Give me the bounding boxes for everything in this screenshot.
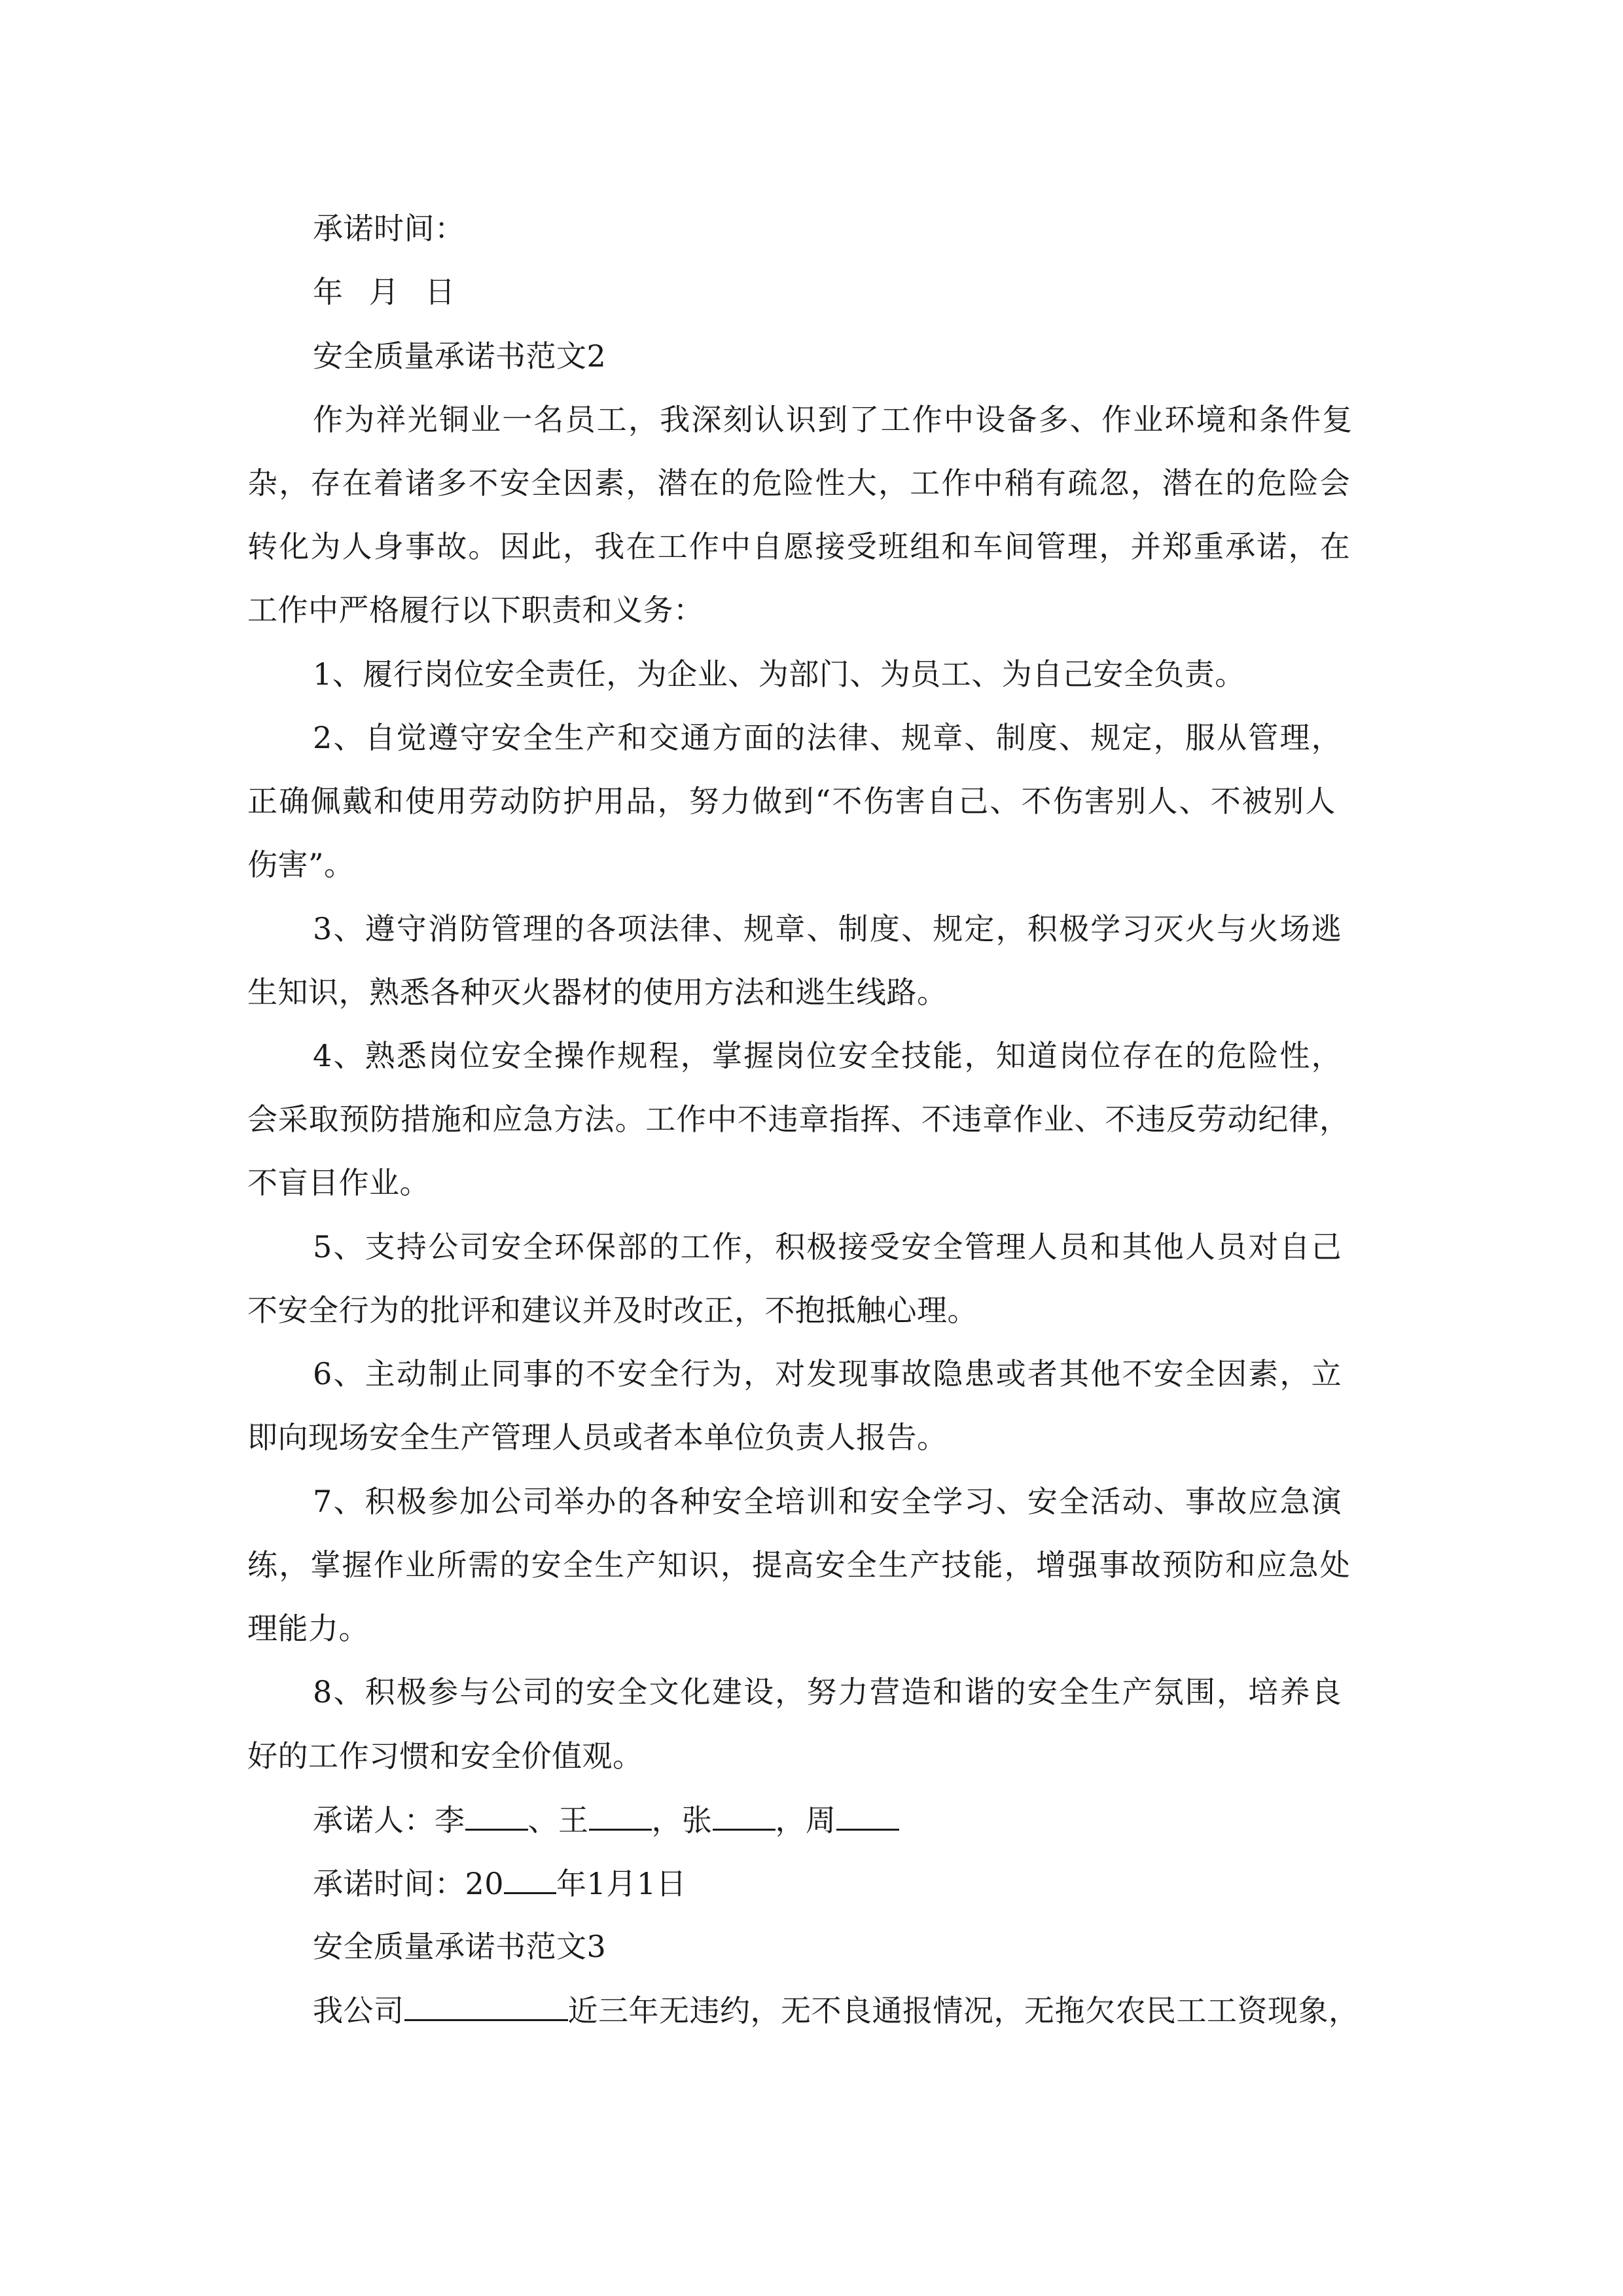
pledger-name: 、王 (527, 1803, 589, 1838)
section-3-text: 近三年无违约，无不良通报情况，无拖欠农民工工资现象， (567, 1993, 1359, 2028)
signature-blank (589, 1800, 652, 1831)
item-3: 3、遵守消防管理的各项法律、规章、制度、规定，积极学习灭火与火场逃 (313, 911, 1343, 946)
pledge-date-label: 承诺时间：20 (313, 1866, 505, 1901)
paragraph-line: 工作中严格履行以下职责和义务： (247, 592, 704, 628)
item-5: 5、支持公司安全环保部的工作，积极接受安全管理人员和其他人员对自己 (313, 1229, 1343, 1265)
item-2: 2、自觉遵守安全生产和交通方面的法律、规章、制度、规定，服从管理， (313, 720, 1343, 755)
section-3-title: 安全质量承诺书范文3 (313, 1929, 607, 1964)
section-3-first-line (313, 1990, 1359, 2030)
pledge-time-label: 承诺时间： (313, 211, 465, 246)
section-2-title: 安全质量承诺书范文2 (313, 338, 607, 374)
paragraph-line: 生知识，熟悉各种灭火器材的使用方法和逃生线路。 (247, 975, 948, 1010)
date-placeholder: 年 月 日 (313, 274, 455, 310)
year-blank (504, 1863, 556, 1894)
pledge-date-suffix: 年1月1日 (556, 1866, 687, 1901)
paragraph-line: 不盲目作业。 (247, 1165, 430, 1200)
signature-blank (713, 1800, 776, 1831)
paragraph-line: 作为祥光铜业一名员工，我深刻认识到了工作中设备多、作业环境和条件复 (313, 402, 1354, 437)
pledger-name: 李 (435, 1803, 465, 1838)
pledge-date-line (313, 1863, 687, 1903)
pledgers-label: 承诺人： (313, 1803, 435, 1838)
item-4: 4、熟悉岗位安全操作规程，掌握岗位安全技能，知道岗位存在的危险性， (313, 1038, 1343, 1073)
paragraph-line: 好的工作习惯和安全价值观。 (247, 1738, 643, 1774)
item-8: 8、积极参与公司的安全文化建设，努力营造和谐的安全生产氛围，培养良 (313, 1674, 1343, 1710)
paragraph-line: 伤害”。 (247, 847, 355, 882)
company-prefix: 我公司 (313, 1993, 404, 2028)
paragraph-line: 理能力。 (247, 1611, 369, 1646)
item-1: 1、履行岗位安全责任，为企业、为部门、为员工、为自己安全负责。 (313, 656, 1245, 692)
pledgers-line (313, 1800, 899, 1840)
paragraph-line: 即向现场安全生产管理人员或者本单位负责人报告。 (247, 1420, 948, 1455)
paragraph-line: 正确佩戴和使用劳动防护用品，努力做到“不伤害自己、不伤害别人、不被别人 (247, 783, 1337, 819)
signature-blank (836, 1800, 899, 1831)
pledger-name: ，张 (651, 1803, 713, 1838)
pledger-name: ，周 (775, 1803, 836, 1838)
paragraph-line: 练，掌握作业所需的安全生产知识，提高安全生产技能，增强事故预防和应急处 (247, 1547, 1351, 1583)
company-name-blank (404, 1990, 568, 2021)
item-6: 6、主动制止同事的不安全行为，对发现事故隐患或者其他不安全因素，立 (313, 1356, 1343, 1391)
item-7: 7、积极参加公司举办的各种安全培训和安全学习、安全活动、事故应急演 (313, 1484, 1343, 1519)
signature-blank (465, 1800, 528, 1831)
paragraph-line: 杂，存在着诸多不安全因素，潜在的危险性大，工作中稍有疏忽，潜在的危险会 (247, 465, 1351, 501)
paragraph-line: 会采取预防措施和应急方法。工作中不违章指挥、不违章作业、不违反劳动纪律， (247, 1102, 1350, 1137)
paragraph-line: 转化为人身事故。因此，我在工作中自愿接受班组和车间管理，并郑重承诺，在 (247, 529, 1351, 564)
paragraph-line: 不安全行为的批评和建议并及时改正，不抱抵触心理。 (247, 1293, 978, 1328)
